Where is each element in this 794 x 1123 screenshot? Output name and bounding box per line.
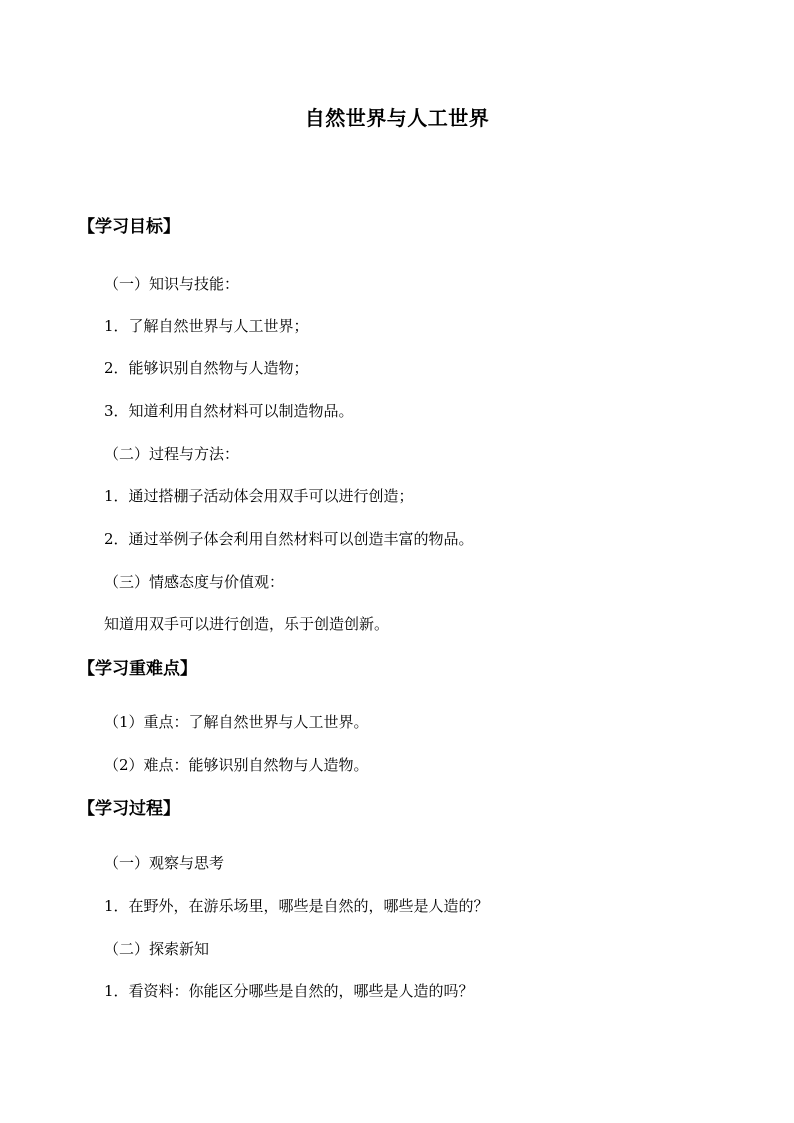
goal-item: 3．知道利用自然材料可以制造物品。 [104,402,354,420]
section-heading-learning-process: 【学习过程】 [78,799,180,819]
goal-subheading-attitude: （三）情感态度与价值观： [104,573,285,591]
goal-item: 2．能够识别自然物与人造物； [104,359,309,377]
goal-subheading-process: （二）过程与方法： [104,445,240,463]
goal-item: 知道用双手可以进行创造，乐于创造创新。 [104,615,390,633]
goal-item: 2．通过举例子体会利用自然材料可以创造丰富的物品。 [104,530,474,548]
goal-subheading-knowledge: （一）知识与技能： [104,275,240,293]
section-heading-learning-goals: 【学习目标】 [78,217,180,237]
process-item: 1．看资料：你能区分哪些是自然的，哪些是人造的吗？ [104,982,474,1000]
process-subheading-observe: （一）观察与思考 [104,854,225,872]
process-subheading-explore: （二）探索新知 [104,940,210,958]
key-point-item: （2）难点：能够识别自然物与人造物。 [104,756,369,774]
goal-item: 1．了解自然世界与人工世界； [104,317,309,335]
process-item: 1．在野外，在游乐场里，哪些是自然的，哪些是人造的？ [104,897,489,915]
goal-item: 1．通过搭棚子活动体会用双手可以进行创造； [104,487,414,505]
section-heading-key-points: 【学习重难点】 [78,659,197,679]
document-title: 自然世界与人工世界 [304,106,490,130]
key-point-item: （1）重点：了解自然世界与人工世界。 [104,713,369,731]
